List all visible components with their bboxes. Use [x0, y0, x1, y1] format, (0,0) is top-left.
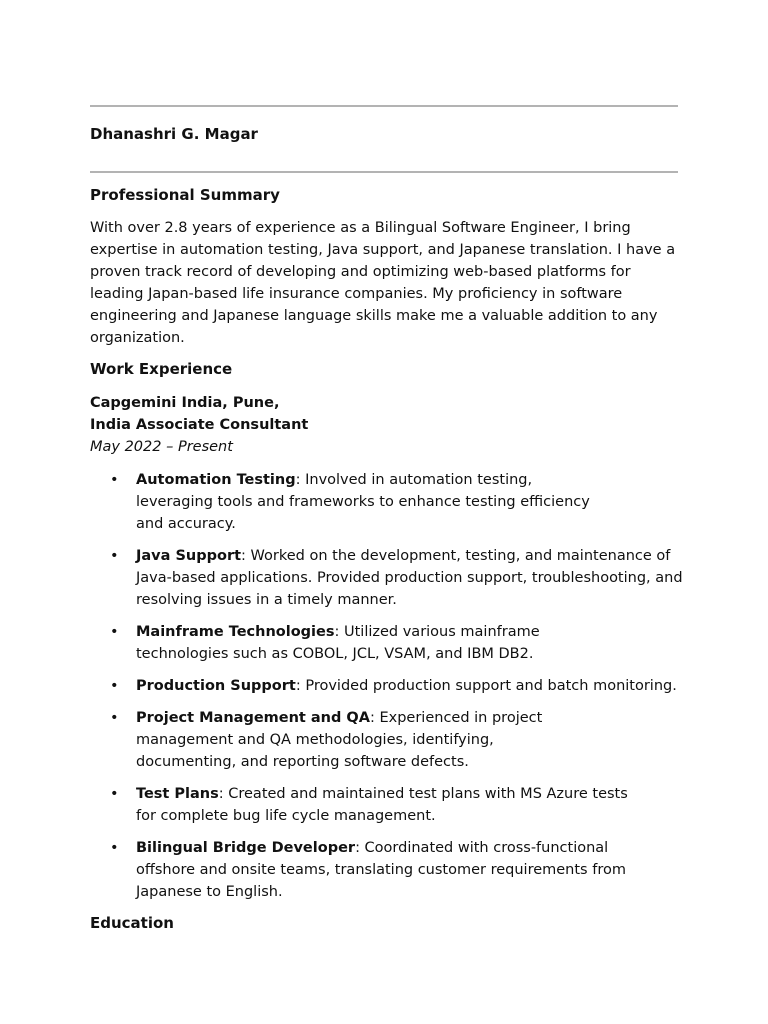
candidate-name: Dhanashri G. Magar — [90, 125, 258, 143]
list-item — [90, 545, 684, 611]
bullet-icon: • — [110, 840, 119, 856]
summary-text: With over 2.8 years of experience as a Bilingual Software Engineer, I bring expertise in automation testing, Java support, and Japanese translation. I have a proven track record of developing and optimizing web-based platforms for leading Japan-based life insurance companies. My proficiency in software engineering and Japanese language skills make me a valuable addition to any organization. — [90, 220, 676, 346]
item-text: : Coordinated with cross-functional offshore and onsite teams, translating customer requirements from Japanese to English. — [136, 840, 626, 900]
bullet-icon: • — [110, 472, 119, 488]
bullet-icon: • — [110, 678, 119, 694]
item-text: : Created and maintained test plans with MS Azure tests for complete bug life cycle management. — [136, 786, 628, 824]
item-text: : Involved in automation testing, leveraging tools and frameworks to enhance testing efficiency and accuracy. — [136, 472, 590, 532]
list-item — [90, 621, 566, 665]
list-item — [90, 469, 606, 535]
item-title: Bilingual Bridge Developer — [136, 840, 356, 856]
bullet-icon: • — [110, 710, 119, 726]
top-divider — [90, 105, 678, 107]
education-heading: Education — [90, 914, 174, 932]
item-text: : Provided production support and batch monitoring. — [295, 678, 677, 694]
list-item — [90, 675, 696, 697]
work-experience-heading: Work Experience — [90, 360, 233, 378]
header-divider — [90, 171, 678, 173]
list-item — [90, 783, 646, 827]
item-title: Project Management and QA — [136, 710, 370, 726]
resume-content — [90, 185, 690, 933]
item-title: Mainframe Technologies — [136, 624, 335, 640]
employment-dates: May 2022 – Present — [90, 439, 233, 455]
item-title: Test Plans — [136, 786, 219, 802]
bullet-icon: • — [110, 548, 119, 564]
list-item — [90, 707, 576, 773]
item-text: : Experienced in project management and QA methodologies, identifying, documenting, and reporting software defects. — [136, 710, 543, 770]
item-text: : Utilized various mainframe technologies such as COBOL, JCL, VSAM, and IBM DB2. — [136, 624, 540, 662]
item-title: Java Support — [136, 548, 242, 564]
bullet-icon: • — [110, 624, 119, 640]
list-item — [90, 837, 646, 903]
item-title: Production Support — [136, 678, 296, 694]
summary-heading: Professional Summary — [90, 186, 280, 204]
bullet-icon: • — [110, 786, 119, 802]
company-and-role: Capgemini India, Pune, India Associate Consultant — [90, 395, 309, 433]
responsibilities-list — [90, 469, 690, 903]
item-text: : Worked on the development, testing, and maintenance of Java-based applications. Provided production support, troubleshooting, and resolving issues in a timely manner. — [136, 548, 683, 608]
item-title: Automation Testing — [136, 472, 296, 488]
